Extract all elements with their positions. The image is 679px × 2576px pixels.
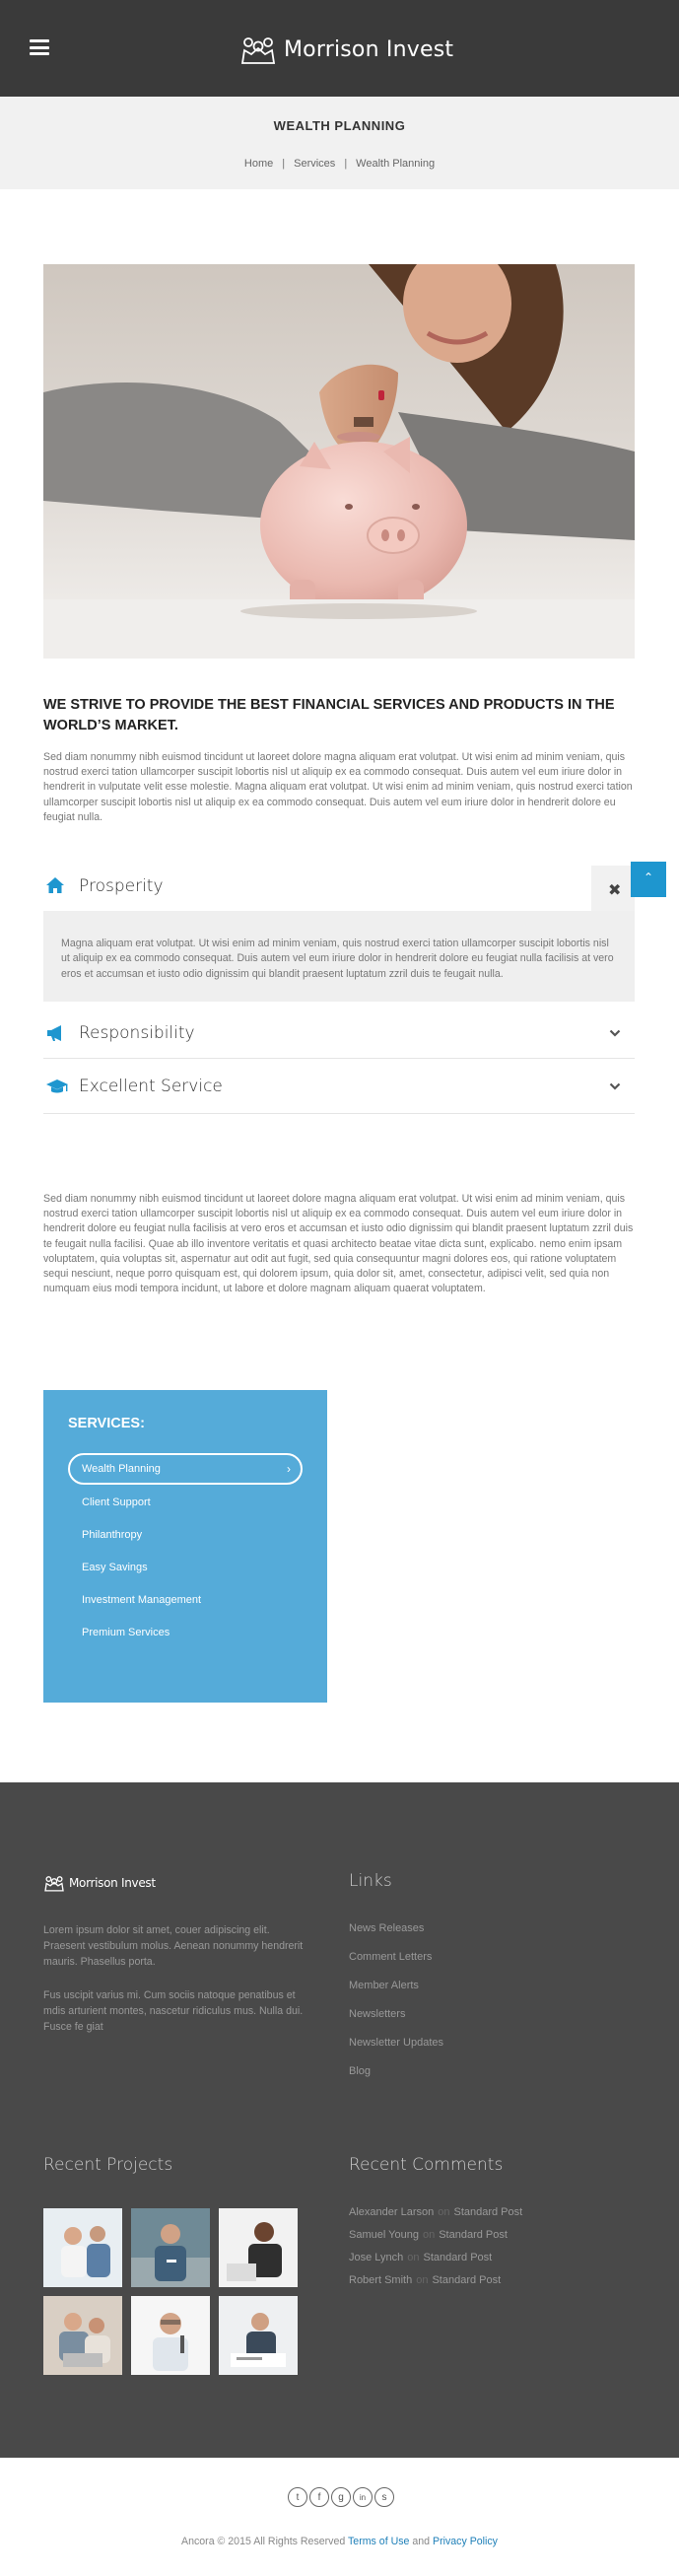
hamburger-icon[interactable] xyxy=(30,39,49,55)
footer-brand-name: Morrison Invest xyxy=(69,1876,156,1890)
chevron-down-icon xyxy=(609,1027,621,1039)
facebook-icon[interactable]: f xyxy=(309,2487,329,2507)
scroll-to-top-button[interactable] xyxy=(631,862,666,897)
linkedin-icon[interactable]: in xyxy=(353,2487,373,2507)
body-paragraph: Sed diam nonummy nibh euismod tincidunt ut laoreet dolore magna aliquam erat volutpat. Ut wisi enim ad minim veniam, quis nostrud exerci tation ullamcorper suscipit lobortis nisl ut aliquip ex ea commodo consequat. Duis autem vel eum iriure dolor in hendrerit dolore eu feugiat nulla facilisis at vero eros et accumsan et iusto odio dignissim qui blandit praesent luptatum zzril duis te feugait nulla facilisi. Quae ab illo inventore veritatis et quasi architecto beatae vitae dicta sunt, explicabo. nemo enim ipsam voluptatem, quia voluptas sit, aspernatur aut odit aut fugit, sed quia consequuntur magni dolores eos, qui ratione voluptatem sequi nesciunt, neque porro quisquam est, qui dolorem ipsum, quia dolor sit, amet, consectetur, adipisci velit, sed quia non numquam eius modi tempora incidunt, ut labore et dolore magnam aliquam quaerat voluptatem. xyxy=(43,1193,634,1295)
footer-link[interactable]: Newsletters xyxy=(349,2008,406,2020)
site-header xyxy=(0,0,679,97)
comment-on: on xyxy=(407,2252,420,2263)
recent-comment xyxy=(349,2206,522,2218)
site-logo[interactable] xyxy=(239,33,453,66)
page-title-bar xyxy=(0,97,679,189)
comment-author[interactable]: Robert Smith xyxy=(349,2274,413,2286)
copyright-prefix: Ancora © 2015 All Rights Reserved xyxy=(181,2536,346,2547)
graduation-cap-icon xyxy=(45,1077,69,1096)
project-thumbnail[interactable] xyxy=(43,2296,122,2375)
services-widget xyxy=(43,1390,327,1703)
comment-on: on xyxy=(438,2206,450,2218)
accordion-label: Responsibility xyxy=(79,1023,195,1044)
recent-comment xyxy=(349,2252,492,2263)
footer-links-heading: Links xyxy=(349,1871,392,1891)
service-item-label: Wealth Planning xyxy=(82,1463,161,1475)
piggy-bank-photo xyxy=(43,264,635,659)
breadcrumb-services[interactable]: Services xyxy=(294,158,336,170)
bottom-bar xyxy=(0,2458,679,2576)
footer-link[interactable]: Member Alerts xyxy=(349,1980,419,1991)
site-footer xyxy=(0,1782,679,2458)
accordion-header-excellent-service[interactable] xyxy=(43,1059,635,1114)
service-item-easy-savings[interactable]: Easy Savings xyxy=(82,1562,148,1573)
home-icon xyxy=(45,875,65,895)
social-links xyxy=(288,2487,394,2507)
breadcrumb-separator: | xyxy=(282,158,286,170)
footer-link[interactable]: News Releases xyxy=(349,1922,425,1934)
copyright-and: and xyxy=(412,2536,431,2547)
comment-post-link[interactable]: Standard Post xyxy=(453,2206,523,2218)
service-item-investment-management[interactable]: Investment Management xyxy=(82,1594,202,1606)
footer-link[interactable]: Blog xyxy=(349,2065,372,2077)
service-item-wealth-planning[interactable] xyxy=(68,1453,303,1485)
comment-on: on xyxy=(416,2274,429,2286)
breadcrumb-current: Wealth Planning xyxy=(356,158,436,170)
accordion-header-responsibility[interactable] xyxy=(43,1006,635,1059)
hero-image xyxy=(43,264,635,659)
recent-comment xyxy=(349,2274,501,2286)
comment-author[interactable]: Alexander Larson xyxy=(349,2206,435,2218)
page-title: WEALTH PLANNING xyxy=(273,118,406,133)
skype-icon[interactable]: s xyxy=(374,2487,394,2507)
chevron-right-icon: › xyxy=(287,1462,291,1476)
comment-on: on xyxy=(422,2229,436,2241)
people-crown-logo xyxy=(239,34,277,65)
comment-post-link[interactable]: Standard Post xyxy=(432,2274,502,2286)
breadcrumb-home[interactable]: Home xyxy=(243,158,274,170)
breadcrumb-separator: | xyxy=(344,158,348,170)
comment-post-link[interactable]: Standard Post xyxy=(423,2252,493,2263)
comment-author[interactable]: Samuel Young xyxy=(349,2229,419,2241)
accordion-header-prosperity[interactable] xyxy=(43,866,635,905)
chevron-up-icon: ⌃ xyxy=(644,870,654,884)
privacy-policy-link[interactable]: Privacy Policy xyxy=(433,2536,498,2547)
footer-link[interactable]: Newsletter Updates xyxy=(349,2037,443,2049)
service-item-premium-services[interactable]: Premium Services xyxy=(82,1627,170,1638)
twitter-icon[interactable]: t xyxy=(288,2487,307,2507)
google-plus-icon[interactable]: g xyxy=(331,2487,351,2507)
service-item-philanthropy[interactable]: Philanthropy xyxy=(82,1529,143,1541)
comment-author[interactable]: Jose Lynch xyxy=(349,2252,404,2263)
accordion-panel-prosperity: Magna aliquam erat volutpat. Ut wisi enim ad minim veniam, quis nostrud exerci tation ullamcorper suscipit lobortis nisl ut aliquip ex ea commodo consequat. Duis autem vel eum iriure dolor in hendrerit dolore eu feugiat nulla facilisis at vero eros et accumsan et iusto odio dignissim qui blandit praesent luptatum zzril duis te feugait nulla. xyxy=(43,911,635,1002)
footer-about-text: Lorem ipsum dolor sit amet, couer adipiscing elit. Praesent vestibulum molus. Aenean nonummy hendrerit mauris. Phasellus porta. xyxy=(43,1924,304,1968)
footer-about-text: Fus uscipit varius mi. Cum sociis natoque penatibus et mdis arturient montes, nascetur ridiculus mus. Nulla dui. Fusce fe giat xyxy=(43,1989,304,2033)
intro-paragraph: Sed diam nonummy nibh euismod tincidunt ut laoreet dolore magna aliquam erat volutpat. Ut wisi enim ad minim veniam, quis nostrud exerci tation ullamcorper suscipit lobortis nisl ut aliquip ex ea commodo consequat. Duis autem vel eum iriure dolor in hendrerit in vulputate velit esse molestie. Magna aliquam erat volutpat. Ut wisi enim ad minim veniam, quis nostrud exerci tation ullamcorper suscipit lobortis nisl ut aliquip ex ea commodo consequat. Duis autem vel eum iriure dolor in hendrerit dolore eu feugiat nulla. xyxy=(43,751,633,823)
recent-projects-heading: Recent Projects xyxy=(43,2155,173,2175)
services-title: SERVICES: xyxy=(68,1416,145,1431)
accordion-label: Prosperity xyxy=(79,876,164,896)
footer-link[interactable]: Comment Letters xyxy=(349,1951,433,1963)
brand-name: Morrison Invest xyxy=(284,36,454,62)
recent-comment xyxy=(349,2229,508,2241)
breadcrumb xyxy=(0,158,679,170)
megaphone-icon xyxy=(45,1023,65,1043)
project-thumbnail[interactable] xyxy=(219,2208,298,2287)
copyright-text xyxy=(0,2536,679,2547)
people-crown-logo xyxy=(43,1874,65,1892)
accordion xyxy=(43,866,635,1114)
project-thumbnail[interactable] xyxy=(131,2208,210,2287)
project-thumbnail[interactable] xyxy=(219,2296,298,2375)
project-thumbnail[interactable] xyxy=(131,2296,210,2375)
footer-logo[interactable] xyxy=(43,1874,156,1892)
chevron-down-icon xyxy=(609,1080,621,1092)
close-icon: ✖ xyxy=(608,882,622,899)
section-headline: WE STRIVE TO PROVIDE THE BEST FINANCIAL SERVICES AND PRODUCTS IN THE WORLD’S MARKET. xyxy=(43,697,615,733)
recent-comments-heading: Recent Comments xyxy=(349,2155,504,2175)
project-thumbnail[interactable] xyxy=(43,2208,122,2287)
terms-of-use-link[interactable]: Terms of Use xyxy=(348,2536,410,2547)
accordion-label: Excellent Service xyxy=(79,1077,223,1097)
service-item-client-support[interactable]: Client Support xyxy=(82,1497,151,1508)
comment-post-link[interactable]: Standard Post xyxy=(439,2229,508,2241)
accordion-close-button[interactable] xyxy=(591,866,635,911)
